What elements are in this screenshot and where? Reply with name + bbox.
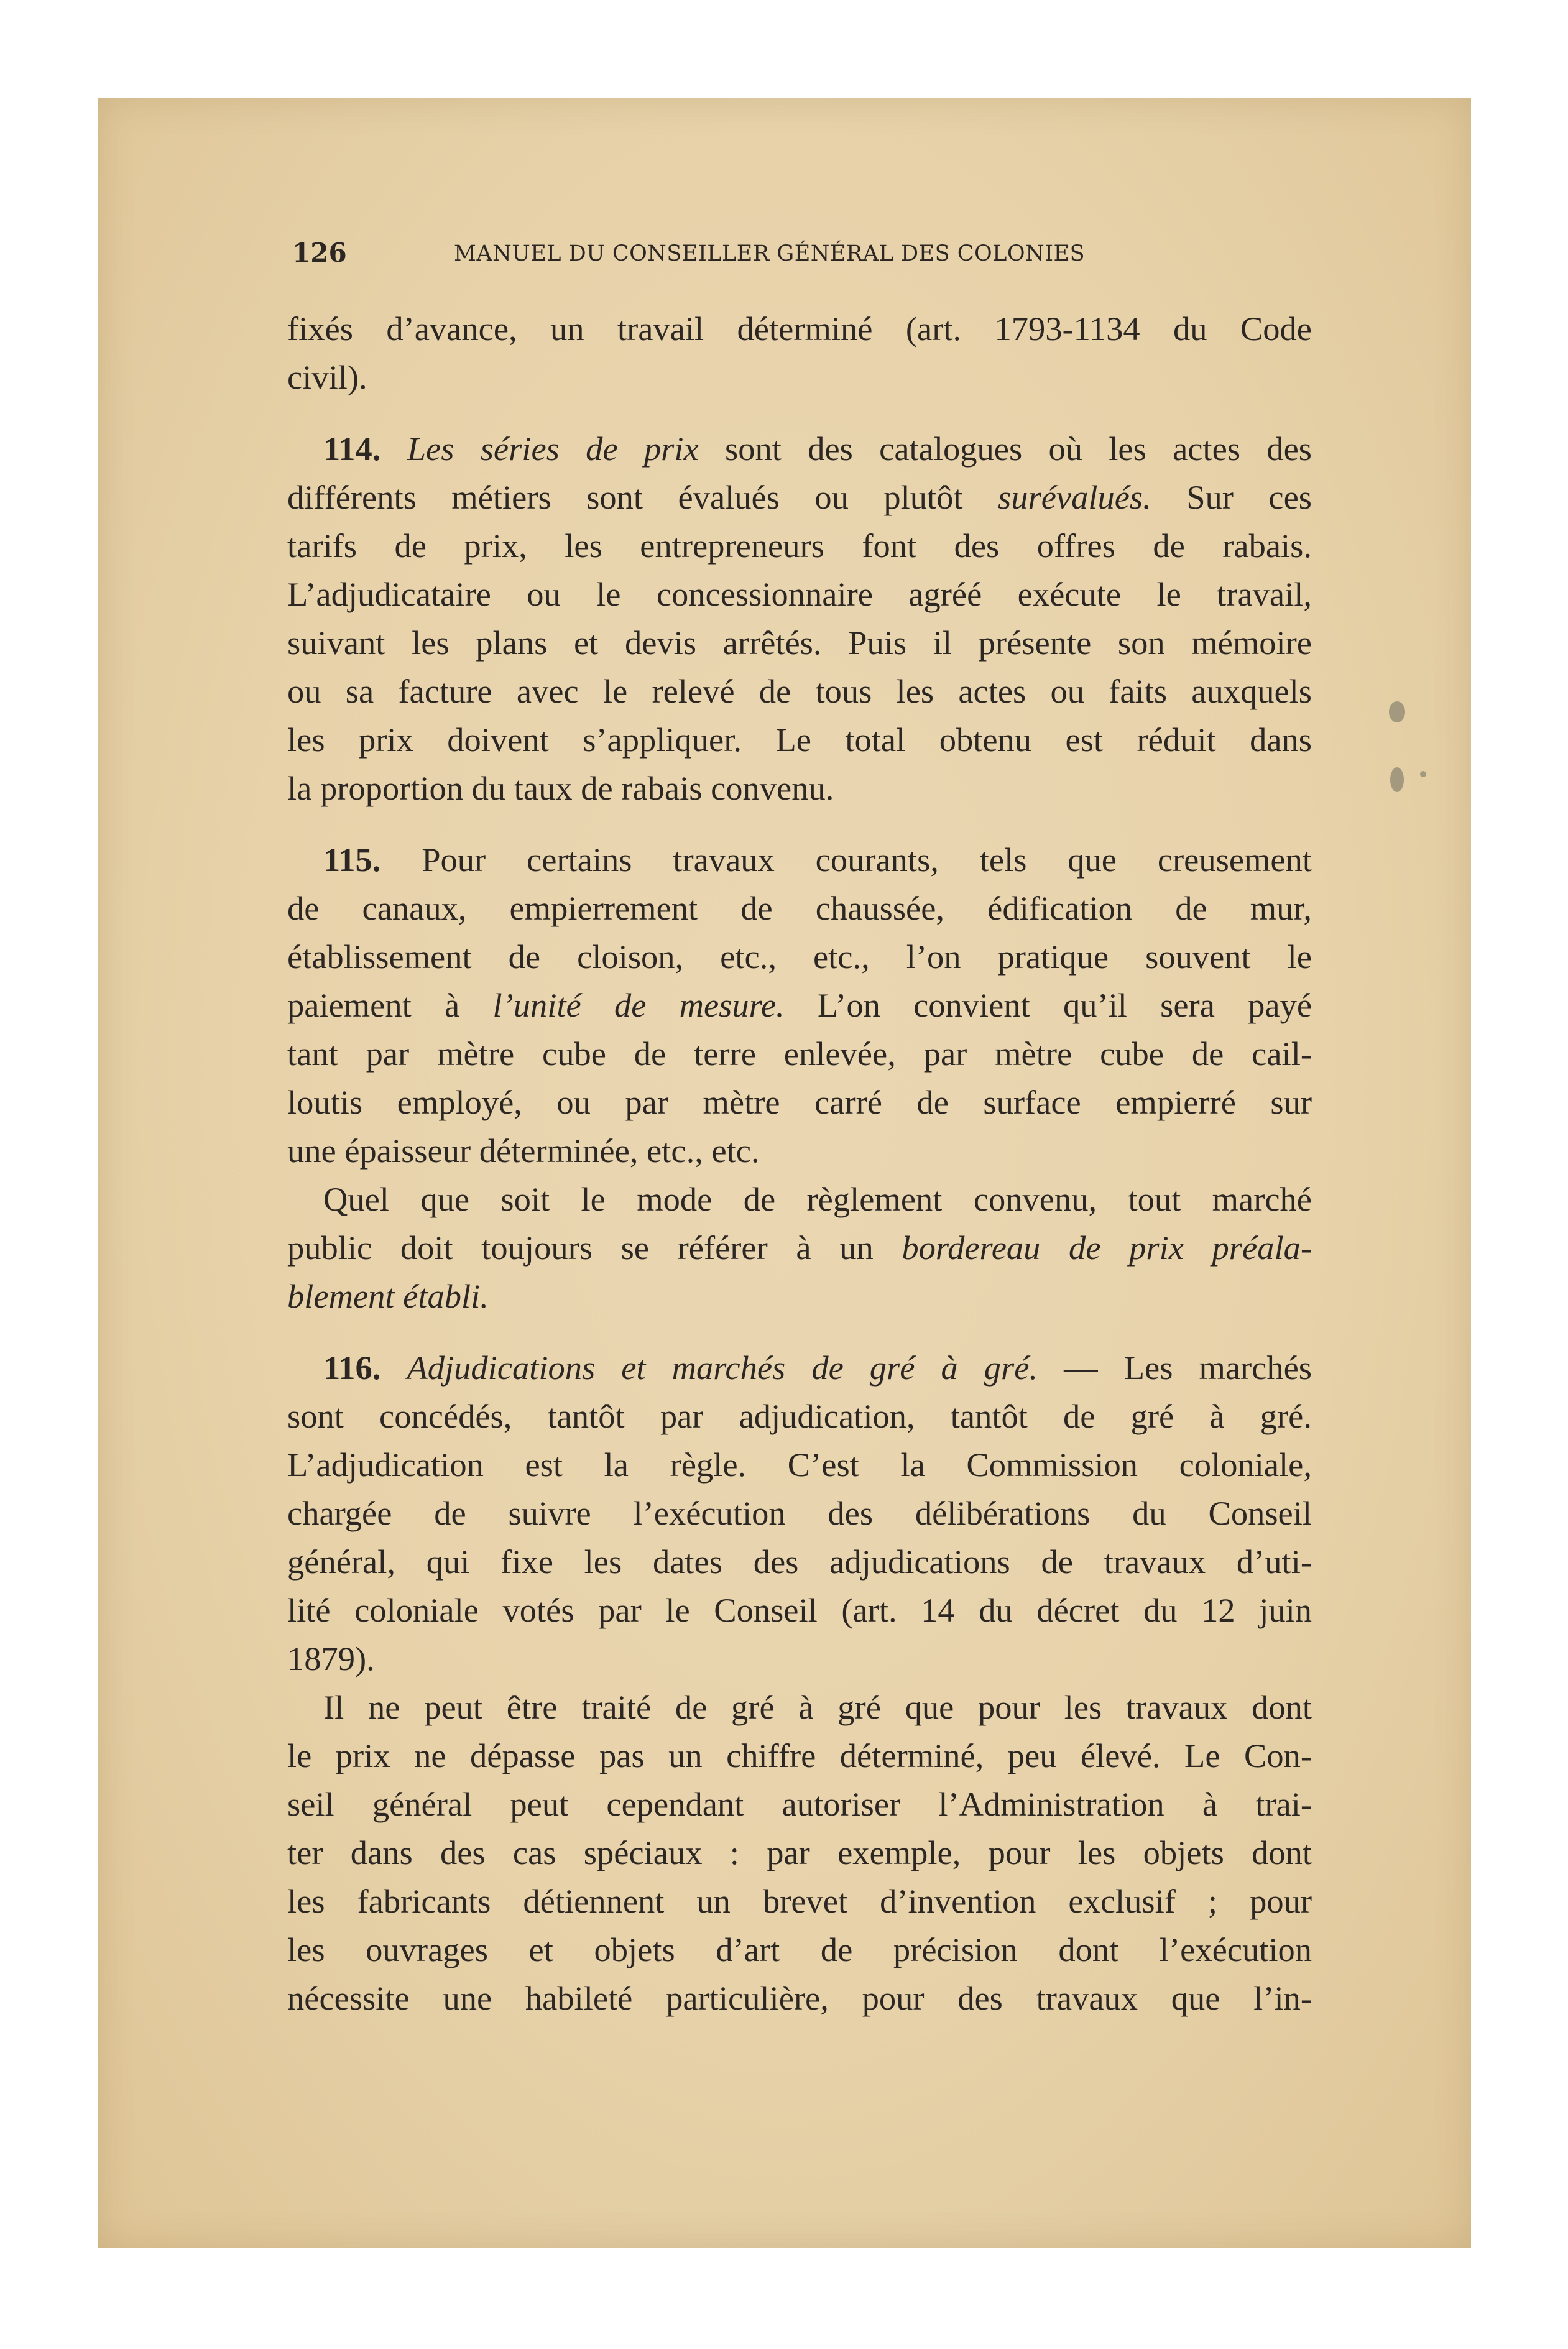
text-line: suivant les plans et devis arrêtés. Puis il présente son mémoire	[287, 624, 1312, 662]
section-heading: Adjudications et marchés de gré à gré.	[407, 1349, 1038, 1387]
paragraph-116-first-line	[287, 1344, 1312, 1392]
text-line: tant par mètre cube de terre enlevée, par mètre cube de cail-	[287, 1035, 1312, 1073]
text-line: nécessite une habileté particulière, pour des travaux que l’in-	[287, 1979, 1312, 2017]
text-line	[287, 1224, 1312, 1272]
text-line: chargée de suivre l’exécution des délibérations du Conseil	[287, 1494, 1312, 1532]
text-line: fixés d’avance, un travail déterminé (art. 1793-1134 du Code	[287, 310, 1312, 348]
text-line: seil général peut cependant autoriser l’Administration à trai-	[287, 1785, 1312, 1823]
text-run: Pour certains travaux courants, tels que creusement	[422, 841, 1312, 879]
paragraph-number: 115.	[323, 841, 381, 879]
text-line: établissement de cloison, etc., etc., l’on pratique souvent le	[287, 938, 1312, 976]
text-line: de canaux, empierrement de chaussée, édification de mur,	[287, 889, 1312, 927]
text-line: les fabricants détiennent un brevet d’invention exclusif ; pour	[287, 1882, 1312, 1920]
text-line: Quel que soit le mode de règlement convenu, tout marché	[323, 1180, 1312, 1218]
text-line: tarifs de prix, les entrepreneurs font des offres de rabais.	[287, 527, 1312, 565]
paragraph-gap	[287, 402, 1312, 425]
text-line	[287, 981, 1312, 1030]
body-text	[287, 305, 1312, 2023]
italic-term: surévalués.	[998, 478, 1151, 516]
text-line: sont concédés, tantôt par adjudication, tantôt de gré à gré.	[287, 1397, 1312, 1435]
italic-term: bordereau de prix préala-	[902, 1229, 1312, 1267]
text-run: sont des catalogues où les actes des	[725, 430, 1312, 468]
text-run: — Les marchés	[1064, 1349, 1312, 1387]
paragraph-115-first-line	[287, 836, 1312, 884]
text-line: général, qui fixe les dates des adjudications de travaux d’uti-	[287, 1543, 1312, 1581]
text-line	[287, 1272, 1312, 1321]
page-number: 126	[292, 238, 347, 268]
text-line: les prix doivent s’appliquer. Le total obtenu est réduit dans	[287, 721, 1312, 759]
italic-term: Les séries de prix	[407, 430, 699, 468]
text-line: la proportion du taux de rabais convenu.	[287, 769, 834, 807]
paper-stain-dot	[1420, 771, 1426, 777]
paragraph-number: 116.	[323, 1349, 381, 1387]
text-line: loutis employé, ou par mètre carré de surface empierré sur	[287, 1083, 1312, 1121]
paragraph-114-first-line	[287, 425, 1312, 473]
paragraph-number: 114.	[323, 430, 381, 468]
text-line: L’adjudication est la règle. C’est la Commission coloniale,	[287, 1446, 1312, 1484]
text-line: une épaisseur déterminée, etc., etc.	[287, 1132, 760, 1170]
text-run: différents métiers sont évalués ou plutôt	[287, 478, 963, 516]
text-line: L’adjudicataire ou le concessionnaire agréé exécute le travail,	[287, 575, 1312, 613]
text-line: le prix ne dépasse pas un chiffre déterminé, peu élevé. Le Con-	[287, 1737, 1312, 1774]
paragraph-gap	[287, 1321, 1312, 1344]
text-line: civil).	[287, 358, 367, 396]
italic-term: l’unité de mesure.	[492, 986, 785, 1024]
text-line: ou sa facture avec le relevé de tous les actes ou faits auxquels	[287, 672, 1312, 710]
running-head: MANUEL DU CONSEILLER GÉNÉRAL DES COLONIES	[454, 241, 1086, 266]
text-run: paiement à	[287, 986, 460, 1024]
text-line: ter dans des cas spéciaux : par exemple, pour les objets dont	[287, 1834, 1312, 1871]
text-run: Sur ces	[1186, 478, 1312, 516]
text-line: 1879).	[287, 1640, 375, 1678]
text-run: public doit toujours se référer à un	[287, 1229, 874, 1267]
paper-stain-lower	[1390, 767, 1404, 792]
page-header	[292, 238, 1194, 281]
paper-stain-upper	[1389, 701, 1405, 722]
text-line: lité coloniale votés par le Conseil (art. 14 du décret du 12 juin	[287, 1591, 1312, 1629]
text-line	[287, 473, 1312, 522]
text-line: Il ne peut être traité de gré à gré que pour les travaux dont	[323, 1688, 1312, 1726]
text-run: L’on convient qu’il sera payé	[817, 986, 1312, 1024]
italic-term: blement établi.	[287, 1277, 489, 1315]
paragraph-gap	[287, 813, 1312, 836]
text-line: les ouvrages et objets d’art de précision dont l’exécution	[287, 1931, 1312, 1968]
